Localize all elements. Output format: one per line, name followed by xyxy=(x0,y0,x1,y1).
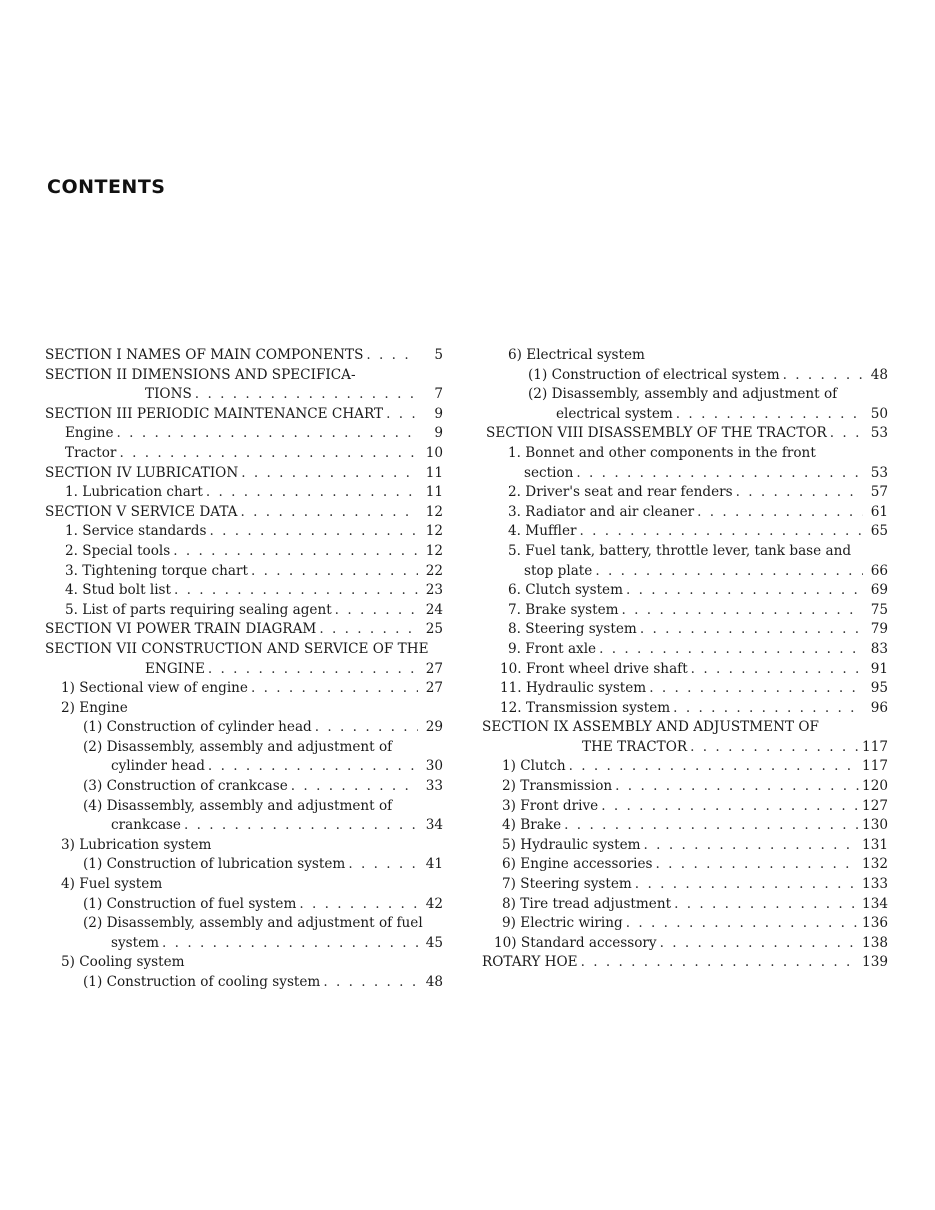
toc-dot-leader xyxy=(174,581,418,601)
toc-page-number: 9 xyxy=(434,425,443,442)
toc-dot-leader xyxy=(736,483,863,503)
toc-entry xyxy=(482,503,888,523)
toc-entry xyxy=(45,718,443,738)
toc-entry-title: 3. Tightening torque chart xyxy=(65,562,248,579)
toc-right-column xyxy=(482,346,888,973)
toc-page-number: 120 xyxy=(862,778,888,795)
toc-entry-title: 1. Lubrication chart xyxy=(65,484,203,501)
toc-entry-title: 1) Clutch xyxy=(502,758,566,775)
toc-entry xyxy=(482,836,888,856)
toc-page-number: 83 xyxy=(870,640,888,657)
toc-dot-leader xyxy=(208,660,418,680)
toc-dot-leader xyxy=(626,581,863,601)
toc-entry-title: SECTION VI POWER TRAIN DIAGRAM xyxy=(45,621,317,638)
toc-entry xyxy=(482,405,888,425)
toc-entry xyxy=(45,797,443,817)
toc-entry xyxy=(482,875,888,895)
toc-entry-title: 2. Driver's seat and rear fenders xyxy=(508,484,733,501)
toc-dot-leader xyxy=(348,855,418,875)
toc-entry-title: SECTION V SERVICE DATA xyxy=(45,503,238,520)
toc-page-number: 34 xyxy=(425,817,443,834)
toc-page-number: 24 xyxy=(425,601,443,618)
toc-page-number: 23 xyxy=(425,582,443,599)
toc-entry-title: electrical system xyxy=(556,405,673,422)
toc-entry xyxy=(482,444,888,464)
toc-entry-title: crankcase xyxy=(111,817,181,834)
toc-entry xyxy=(45,522,443,542)
toc-entry xyxy=(45,620,443,640)
toc-page-number: 96 xyxy=(870,699,888,716)
toc-dot-leader xyxy=(206,483,418,503)
toc-entry-title: 10) Standard accessory xyxy=(494,934,657,951)
toc-page-number: 45 xyxy=(425,934,443,951)
toc-entry-title: 5. Fuel tank, battery, throttle lever, tank base and xyxy=(508,542,852,559)
toc-entry-title: 12. Transmission system xyxy=(500,699,671,716)
toc-dot-leader xyxy=(622,601,863,621)
toc-entry-title: (2) Disassembly, assembly and adjustment of fuel xyxy=(83,915,423,932)
toc-entry xyxy=(482,346,888,366)
toc-dot-leader xyxy=(576,464,863,484)
toc-page-number: 9 xyxy=(434,405,443,422)
toc-page-number: 50 xyxy=(870,405,888,422)
toc-entry-title: 4) Fuel system xyxy=(61,876,163,893)
toc-entry xyxy=(482,699,888,719)
toc-dot-leader xyxy=(697,503,863,523)
toc-page-number: 136 xyxy=(862,915,888,932)
toc-entry-title: section xyxy=(524,464,574,481)
toc-entry xyxy=(45,601,443,621)
toc-entry xyxy=(482,777,888,797)
toc-entry-title: 4. Muffler xyxy=(508,523,577,540)
toc-entry xyxy=(482,542,888,562)
toc-page-number: 132 xyxy=(862,856,888,873)
toc-entry xyxy=(482,424,888,444)
toc-entry-title: 5) Cooling system xyxy=(61,954,185,971)
toc-dot-leader xyxy=(209,522,418,542)
toc-dot-leader xyxy=(595,562,863,582)
toc-entry xyxy=(482,366,888,386)
toc-page-number: 11 xyxy=(425,464,443,481)
toc-entry-title: SECTION VII CONSTRUCTION AND SERVICE OF THE xyxy=(45,640,429,657)
toc-page-number: 61 xyxy=(870,503,888,520)
toc-entry xyxy=(482,640,888,660)
toc-entry xyxy=(482,620,888,640)
toc-page-number: 138 xyxy=(862,934,888,951)
toc-entry-title: 9. Front axle xyxy=(508,640,597,657)
toc-entry xyxy=(45,424,443,444)
toc-entry-title: ROTARY HOE xyxy=(482,954,578,971)
toc-dot-leader xyxy=(580,522,863,542)
toc-entry-title: 1. Bonnet and other components in the front xyxy=(508,444,816,461)
toc-entry xyxy=(482,797,888,817)
toc-page-number: 117 xyxy=(862,758,888,775)
toc-page-number: 11 xyxy=(425,484,443,501)
toc-dot-leader xyxy=(315,718,418,738)
toc-entry-title: (4) Disassembly, assembly and adjustment of xyxy=(83,797,393,814)
toc-entry-title: (1) Construction of fuel system xyxy=(83,895,297,912)
toc-entry xyxy=(45,483,443,503)
toc-entry-title: 4. Stud bolt list xyxy=(65,582,171,599)
toc-dot-leader xyxy=(676,405,863,425)
toc-page-number: 30 xyxy=(425,758,443,775)
toc-page-number: 42 xyxy=(425,895,443,912)
toc-page-number: 27 xyxy=(425,660,443,677)
toc-entry xyxy=(482,738,888,758)
toc-entry xyxy=(45,562,443,582)
toc-entry xyxy=(45,366,443,386)
toc-dot-leader xyxy=(599,640,863,660)
toc-entry-title: 7) Steering system xyxy=(502,876,632,893)
toc-dot-leader xyxy=(690,738,859,758)
toc-dot-leader xyxy=(581,953,859,973)
toc-entry-title: 5) Hydraulic system xyxy=(502,836,641,853)
toc-entry xyxy=(482,464,888,484)
toc-entry xyxy=(45,405,443,425)
toc-dot-leader xyxy=(117,424,418,444)
toc-entry-title: 3. Radiator and air cleaner xyxy=(508,503,695,520)
toc-entry-title: 4) Brake xyxy=(502,817,562,834)
toc-entry-title: (1) Construction of electrical system xyxy=(528,366,780,383)
toc-dot-leader xyxy=(649,679,863,699)
toc-entry-title: 2. Special tools xyxy=(65,542,171,559)
toc-entry xyxy=(482,895,888,915)
toc-entry xyxy=(45,503,443,523)
toc-dot-leader xyxy=(241,503,418,523)
toc-dot-leader xyxy=(601,797,859,817)
toc-page-number: 12 xyxy=(425,523,443,540)
toc-page-number: 22 xyxy=(425,562,443,579)
toc-page-number: 41 xyxy=(425,856,443,873)
toc-page-number: 25 xyxy=(425,621,443,638)
toc-page-number: 12 xyxy=(425,503,443,520)
toc-entry-title: (1) Construction of cylinder head xyxy=(83,719,312,736)
toc-entry-title: TIONS xyxy=(145,386,192,403)
toc-dot-leader xyxy=(323,973,418,993)
toc-dot-leader xyxy=(691,660,863,680)
toc-dot-leader xyxy=(195,385,418,405)
toc-page-number: 27 xyxy=(425,680,443,697)
toc-page-number: 53 xyxy=(870,464,888,481)
toc-entry-title: cylinder head xyxy=(111,758,205,775)
toc-entry-title: 6. Clutch system xyxy=(508,582,623,599)
toc-entry xyxy=(45,699,443,719)
toc-entry-title: 6) Electrical system xyxy=(508,347,645,363)
toc-dot-leader xyxy=(335,601,418,621)
toc-entry xyxy=(45,953,443,973)
toc-entry xyxy=(45,464,443,484)
toc-entry-title: 6) Engine accessories xyxy=(502,856,653,873)
toc-dot-leader xyxy=(184,816,418,836)
toc-entry xyxy=(45,757,443,777)
toc-entry-title: 7. Brake system xyxy=(508,601,619,618)
toc-dot-leader xyxy=(830,424,863,444)
toc-entry xyxy=(482,483,888,503)
toc-entry-title: (2) Disassembly, assembly and adjustment of xyxy=(528,386,838,403)
toc-entry-title: (3) Construction of crankcase xyxy=(83,778,288,795)
toc-entry-title: 3) Front drive xyxy=(502,797,599,814)
toc-entry xyxy=(45,385,443,405)
toc-entry-title: 2) Engine xyxy=(61,699,128,716)
toc-entry-title: 9) Electric wiring xyxy=(502,915,623,932)
toc-page-number: 75 xyxy=(870,601,888,618)
toc-page-number: 127 xyxy=(862,797,888,814)
toc-dot-leader xyxy=(208,757,418,777)
toc-entry xyxy=(45,640,443,660)
toc-left-column xyxy=(45,346,443,993)
toc-entry-title: (2) Disassembly, assembly and adjustment of xyxy=(83,738,393,755)
toc-dot-leader xyxy=(569,757,859,777)
toc-dot-leader xyxy=(635,875,859,895)
toc-entry-title: THE TRACTOR xyxy=(582,738,688,755)
toc-page-number: 48 xyxy=(425,974,443,990)
toc-entry xyxy=(482,522,888,542)
toc-entry xyxy=(482,601,888,621)
toc-entry xyxy=(45,581,443,601)
toc-entry-title: 8. Steering system xyxy=(508,621,637,638)
toc-entry xyxy=(45,875,443,895)
toc-dot-leader xyxy=(119,444,418,464)
toc-dot-leader xyxy=(644,836,860,856)
toc-entry-title: 1. Service standards xyxy=(65,523,207,540)
page-title: CONTENTS xyxy=(47,176,166,198)
toc-page-number: 12 xyxy=(425,542,443,559)
toc-dot-leader xyxy=(241,464,418,484)
toc-dot-leader xyxy=(173,542,418,562)
toc-entry-title: SECTION III PERIODIC MAINTENANCE CHART xyxy=(45,405,384,422)
toc-entry-title: stop plate xyxy=(524,562,593,579)
toc-entry xyxy=(45,660,443,680)
toc-entry-title: SECTION II DIMENSIONS AND SPECIFICA- xyxy=(45,366,356,383)
toc-dot-leader xyxy=(564,816,859,836)
toc-entry xyxy=(482,934,888,954)
toc-dot-leader xyxy=(386,405,418,425)
toc-entry-title: 3) Lubrication system xyxy=(61,836,212,853)
toc-entry xyxy=(45,914,443,934)
toc-entry xyxy=(482,385,888,405)
toc-entry xyxy=(482,581,888,601)
toc-page-number: 33 xyxy=(425,778,443,795)
toc-dot-leader xyxy=(626,914,859,934)
toc-entry xyxy=(45,895,443,915)
toc-page-number: 95 xyxy=(870,680,888,697)
toc-entry xyxy=(482,855,888,875)
toc-entry xyxy=(45,816,443,836)
toc-entry-title: (1) Construction of cooling system xyxy=(83,974,321,990)
toc-entry-title: system xyxy=(111,934,160,951)
toc-page-number: 29 xyxy=(425,719,443,736)
toc-entry xyxy=(45,346,443,366)
toc-entry xyxy=(45,738,443,758)
toc-entry xyxy=(482,660,888,680)
toc-page-number: 79 xyxy=(870,621,888,638)
toc-entry xyxy=(482,914,888,934)
toc-page-number: 7 xyxy=(434,386,443,403)
toc-entry-title: 5. List of parts requiring sealing agent xyxy=(65,601,332,618)
toc-entry-title: SECTION I NAMES OF MAIN COMPONENTS xyxy=(45,347,364,363)
toc-dot-leader xyxy=(299,895,418,915)
toc-entry xyxy=(45,777,443,797)
toc-dot-leader xyxy=(783,366,863,386)
toc-entry xyxy=(482,562,888,582)
toc-dot-leader xyxy=(640,620,863,640)
toc-entry-title: Engine xyxy=(65,425,114,442)
toc-entry-title: (1) Construction of lubrication system xyxy=(83,856,346,873)
toc-entry xyxy=(482,679,888,699)
toc-dot-leader xyxy=(251,562,418,582)
toc-page-number: 131 xyxy=(862,836,888,853)
toc-entry xyxy=(45,855,443,875)
toc-dot-leader xyxy=(162,934,418,954)
toc-page-number: 91 xyxy=(870,660,888,677)
toc-entry xyxy=(482,718,888,738)
toc-dot-leader xyxy=(251,679,418,699)
toc-page-number: 133 xyxy=(862,876,888,893)
toc-entry-title: SECTION IV LUBRICATION xyxy=(45,464,239,481)
toc-entry-title: 8) Tire tread adjustment xyxy=(502,895,672,912)
toc-page-number: 48 xyxy=(870,366,888,383)
toc-entry xyxy=(45,934,443,954)
toc-dot-leader xyxy=(615,777,859,797)
toc-entry-title: ENGINE xyxy=(145,660,205,677)
toc-page-number: 53 xyxy=(870,425,888,442)
toc-dot-leader xyxy=(319,620,418,640)
toc-page-number: 57 xyxy=(870,484,888,501)
toc-entry xyxy=(482,816,888,836)
toc-page-number: 134 xyxy=(862,895,888,912)
toc-dot-leader xyxy=(674,895,859,915)
toc-page-number: 5 xyxy=(434,347,443,363)
toc-page-number: 139 xyxy=(862,954,888,971)
toc-page-number: 69 xyxy=(870,582,888,599)
toc-dot-leader xyxy=(656,855,860,875)
toc-entry-title: 1) Sectional view of engine xyxy=(61,680,248,697)
toc-page-number: 10 xyxy=(425,444,443,461)
toc-dot-leader xyxy=(673,699,863,719)
toc-page-number: 65 xyxy=(870,523,888,540)
toc-entry xyxy=(482,757,888,777)
toc-page-number: 117 xyxy=(862,738,888,755)
toc-entry xyxy=(45,973,443,993)
toc-entry-title: Tractor xyxy=(65,444,117,461)
toc-page-number: 66 xyxy=(870,562,888,579)
toc-entry-title: SECTION IX ASSEMBLY AND ADJUSTMENT OF xyxy=(482,719,819,736)
toc-dot-leader xyxy=(291,777,418,797)
toc-page-number: 130 xyxy=(862,817,888,834)
toc-entry-title: 11. Hydraulic system xyxy=(500,680,647,697)
toc-dot-leader xyxy=(660,934,859,954)
toc-entry xyxy=(45,542,443,562)
toc-entry-title: 2) Transmission xyxy=(502,778,613,795)
toc-entry xyxy=(482,953,888,973)
toc-entry xyxy=(45,679,443,699)
toc-entry-title: 10. Front wheel drive shaft xyxy=(500,660,688,677)
toc-dot-leader xyxy=(366,346,418,366)
toc-entry xyxy=(45,444,443,464)
toc-entry xyxy=(45,836,443,856)
toc-entry-title: SECTION VIII DISASSEMBLY OF THE TRACTOR xyxy=(486,425,827,442)
